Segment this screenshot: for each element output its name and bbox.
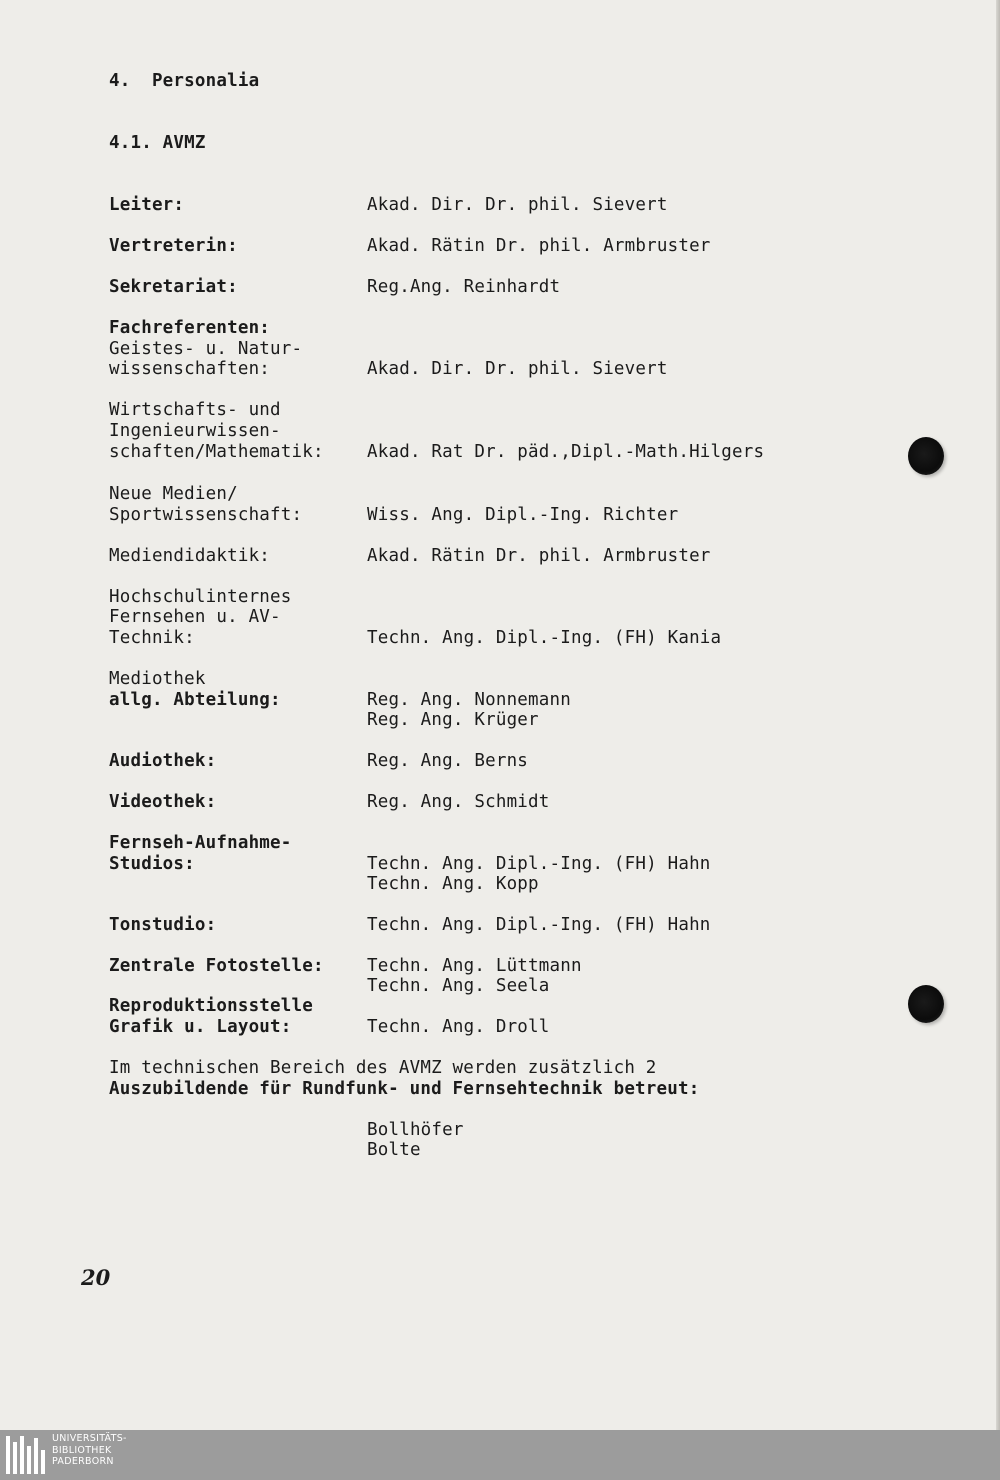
value-grafik-layout: Techn. Ang. Droll [367,1017,550,1037]
value-studios-1: Techn. Ang. Dipl.-Ing. (FH) Hahn [367,854,711,874]
value-mediendidaktik: Akad. Rätin Dr. phil. Armbruster [367,546,711,566]
label-grafik-layout: Grafik u. Layout: [109,1017,292,1037]
trainee-2: Bolte [367,1140,421,1160]
label-sekretariat: Sekretariat: [109,277,238,297]
label-leiter: Leiter: [109,195,185,215]
punch-hole-top [908,437,944,475]
value-mediothek-2: Reg. Ang. Krüger [367,710,539,730]
page-edge [996,0,1000,1430]
label-mediendidaktik: Mediendidaktik: [109,546,271,566]
library-footer [0,1430,1000,1480]
label-ingenieur: Ingenieurwissen- [109,421,281,441]
label-tonstudio: Tonstudio: [109,915,217,935]
label-hochschulinternes: Hochschulinternes [109,587,292,607]
label-fachreferenten: Fachreferenten: [109,318,271,338]
value-sport: Wiss. Ang. Dipl.-Ing. Richter [367,505,679,525]
label-technik: Technik: [109,628,195,648]
label-fernseh-aufnahme: Fernseh-Aufnahme- [109,833,292,853]
library-logo-text [52,1433,127,1468]
label-mediothek: Mediothek [109,669,206,689]
label-neue-medien: Neue Medien/ [109,484,238,504]
library-logo-icon [6,1436,46,1474]
value-technik: Techn. Ang. Dipl.-Ing. (FH) Kania [367,628,722,648]
label-allg-abteilung: allg. Abteilung: [109,690,281,710]
value-fotostelle-2: Techn. Ang. Seela [367,976,550,996]
value-studios-2: Techn. Ang. Kopp [367,874,539,894]
label-geistes: Geistes- u. Natur- [109,339,303,359]
value-mediothek-1: Reg. Ang. Nonnemann [367,690,571,710]
value-mathematik: Akad. Rat Dr. päd.,Dipl.-Math.Hilgers [367,442,765,462]
label-audiothek: Audiothek: [109,751,217,771]
label-mathematik: schaften/Mathematik: [109,442,324,462]
value-leiter: Akad. Dir. Dr. phil. Sievert [367,195,668,215]
logo-line-2: BIBLIOTHEK [52,1444,112,1456]
value-audiothek: Reg. Ang. Berns [367,751,529,771]
label-fotostelle: Zentrale Fotostelle: [109,956,324,976]
logo-line-1: UNIVERSITÄTS- [52,1433,127,1444]
section-title: 4. Personalia [109,71,260,91]
label-videothek: Videothek: [109,792,217,812]
label-fernsehen: Fernsehen u. AV- [109,607,281,627]
subsection-title: 4.1. AVMZ [109,133,206,153]
value-sekretariat: Reg.Ang. Reinhardt [367,277,561,297]
value-vertreterin: Akad. Rätin Dr. phil. Armbruster [367,236,711,256]
label-vertreterin: Vertreterin: [109,236,238,256]
label-wissenschaften: wissenschaften: [109,359,271,379]
punch-hole-bottom [908,985,944,1023]
label-studios: Studios: [109,854,195,874]
value-fotostelle-1: Techn. Ang. Lüttmann [367,956,582,976]
closing-line-1: Im technischen Bereich des AVMZ werden zusätzlich 2 [109,1058,657,1078]
value-tonstudio: Techn. Ang. Dipl.-Ing. (FH) Hahn [367,915,711,935]
label-wirtschafts: Wirtschafts- und [109,400,281,420]
closing-line-2: Auszubildende für Rundfunk- und Fernsehtechnik betreut: [109,1079,700,1099]
trainee-1: Bollhöfer [367,1120,464,1140]
logo-line-3: PADERBORN [52,1456,114,1467]
value-videothek: Reg. Ang. Schmidt [367,792,550,812]
label-reproduktionsstelle: Reproduktionsstelle [109,996,313,1016]
page-number: 20 [81,1265,111,1290]
value-geistes: Akad. Dir. Dr. phil. Sievert [367,359,668,379]
label-sport: Sportwissenschaft: [109,505,303,525]
